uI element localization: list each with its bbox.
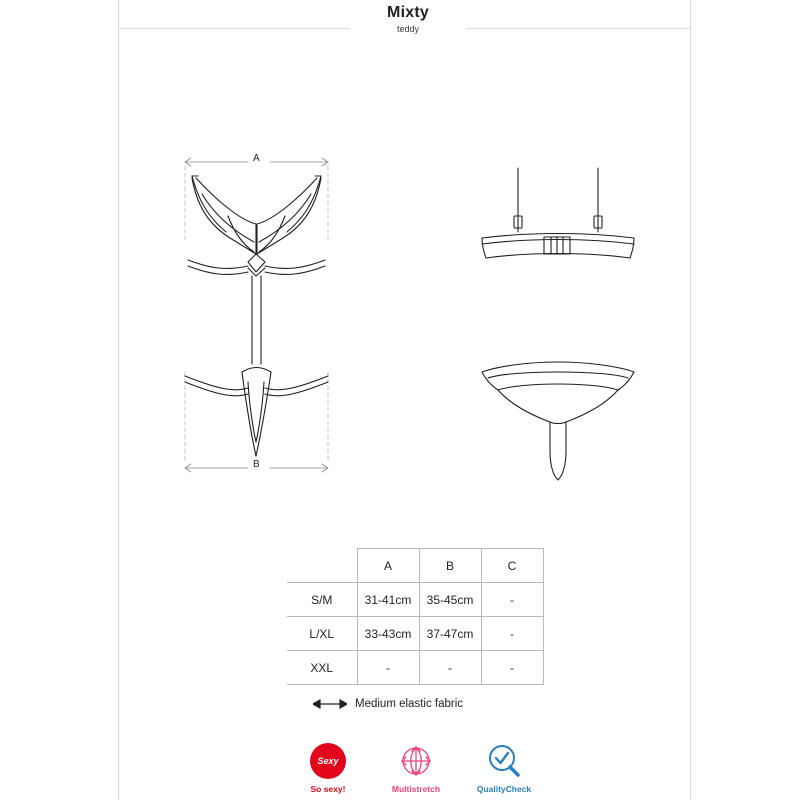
badge-so-sexy (295, 740, 361, 794)
badge-multistretch (383, 740, 449, 794)
table-row (287, 651, 543, 685)
measure-c: - (481, 617, 543, 651)
sexy-seal-inner: Sexy (310, 743, 346, 779)
badge-caption: So sexy! (310, 784, 346, 794)
table-header-c: C (481, 549, 543, 583)
table-row (287, 583, 543, 617)
double-arrow-icon (313, 699, 347, 709)
table-header-b: B (419, 549, 481, 583)
size-label: XXL (287, 651, 357, 685)
size-label: L/XL (287, 617, 357, 651)
size-table (287, 548, 544, 685)
badge-caption: Multistretch (391, 784, 441, 794)
brand-name: Mixty (387, 4, 429, 21)
product-type: teddy (396, 24, 420, 34)
quality-check-magnifier-icon (471, 740, 537, 782)
measure-a: - (357, 651, 419, 685)
badge-quality-check (471, 740, 537, 794)
measure-b: 37-47cm (419, 617, 481, 651)
fabric-note-text: Medium elastic fabric (355, 698, 464, 710)
feature-badges (295, 740, 545, 794)
technical-drawing (130, 120, 680, 520)
measure-a: 31-41cm (357, 583, 419, 617)
size-label: S/M (287, 583, 357, 617)
table-row (287, 617, 543, 651)
brand-header (350, 0, 466, 47)
fabric-note (313, 698, 463, 710)
badge-caption: QualityCheck (476, 784, 532, 794)
page-border-left (118, 0, 119, 800)
multistretch-icon (383, 740, 449, 782)
measure-a: 33-43cm (357, 617, 419, 651)
measure-b: 35-45cm (419, 583, 481, 617)
measure-b: - (419, 651, 481, 685)
sexy-seal-icon (295, 740, 361, 782)
table-corner-cell (287, 549, 357, 583)
garment-diagrams (130, 120, 680, 520)
dimension-label-b: B (253, 459, 260, 470)
page-border-right (690, 0, 691, 800)
measure-c: - (481, 583, 543, 617)
dimension-label-a: A (253, 153, 260, 164)
table-header-row (287, 549, 543, 583)
table-header-a: A (357, 549, 419, 583)
measure-c: - (481, 651, 543, 685)
